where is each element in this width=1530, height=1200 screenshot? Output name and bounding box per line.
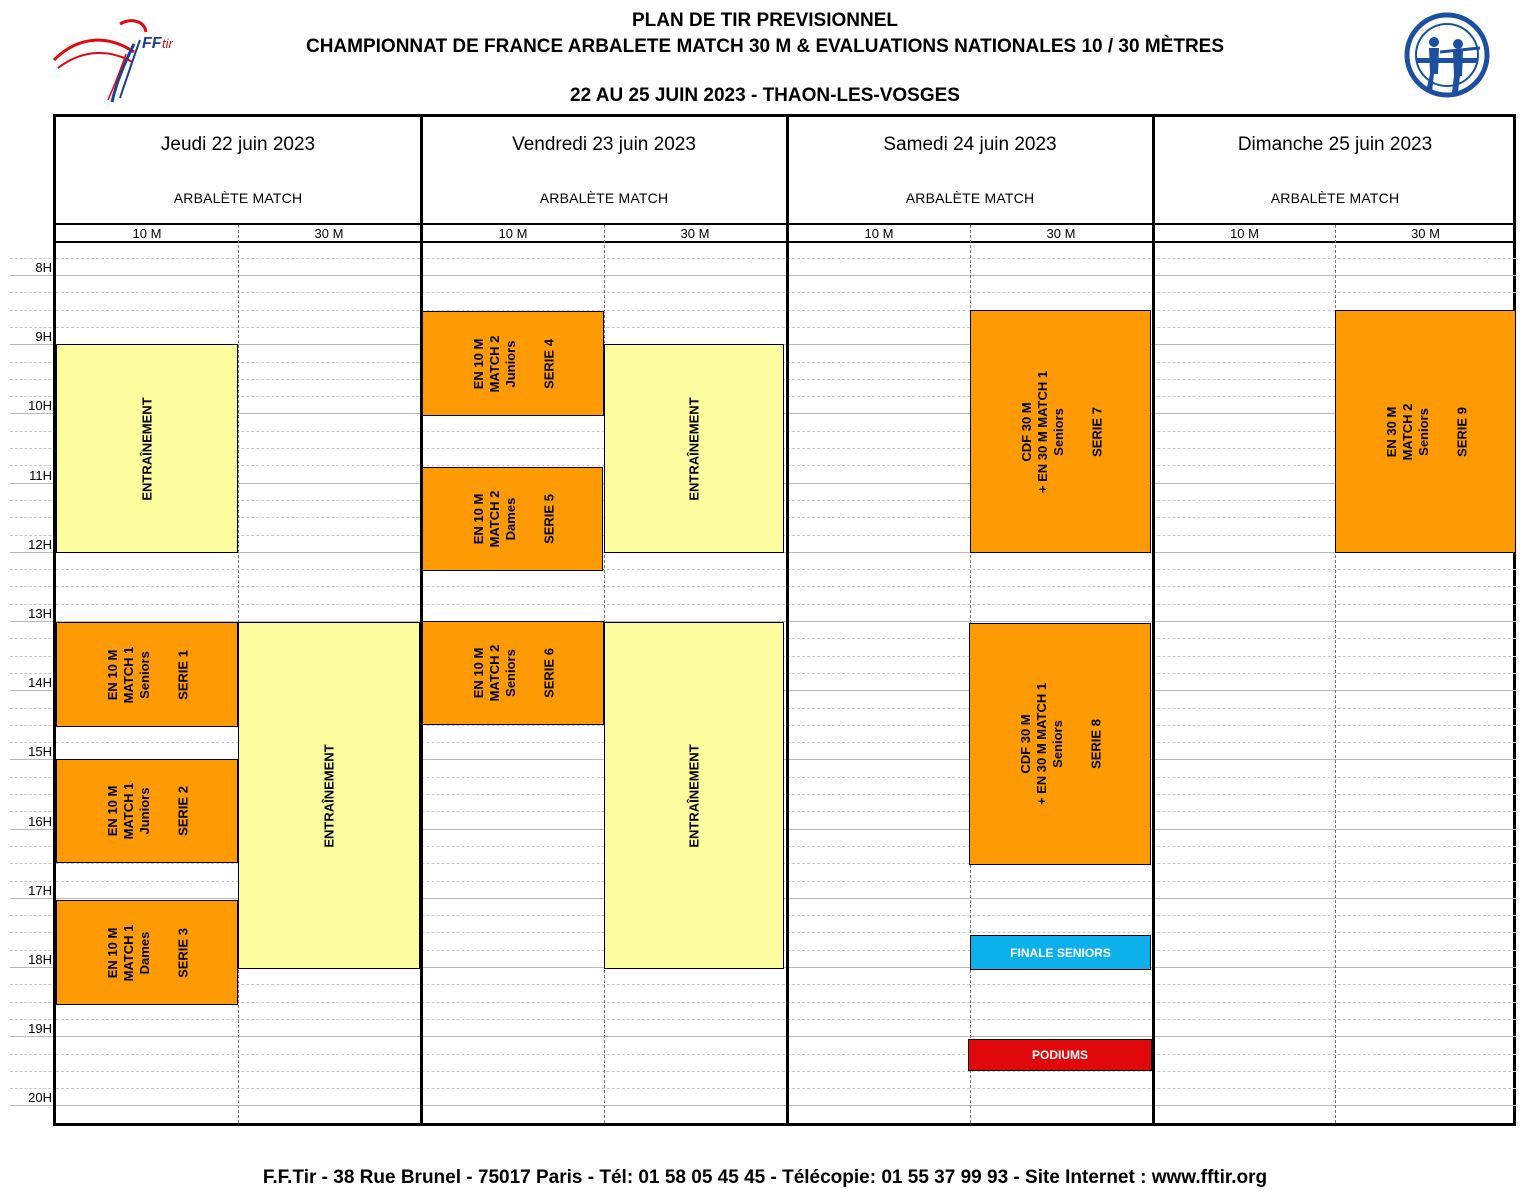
hour-tick: [10, 413, 56, 414]
hour-tick: [10, 327, 56, 328]
event-label: ENTRAÎNEMENT: [686, 743, 702, 848]
event-finale-seniors: [970, 935, 1151, 970]
day-separator: [420, 117, 423, 1123]
hour-tick: [10, 881, 56, 882]
hour-label: 9H: [35, 329, 52, 345]
hour-label: 10H: [28, 398, 52, 414]
event-line: Seniors: [137, 650, 152, 699]
event-serie: SERIE 7: [1089, 406, 1105, 457]
hour-tick: [10, 621, 56, 622]
hour-tick: [10, 777, 56, 778]
event-line: MATCH 1: [121, 646, 136, 703]
hour-label: 18H: [28, 952, 52, 967]
day-discipline: ARBALÈTE MATCH: [173, 190, 303, 206]
day-header: [788, 117, 1152, 225]
hour-tick: [10, 915, 56, 916]
event-serie-5: [422, 467, 603, 571]
event-label: PODIUMS: [1031, 1048, 1088, 1062]
day-discipline: ARBALÈTE MATCH: [1270, 190, 1400, 206]
hour-tick: [10, 708, 56, 709]
hour-tick: [10, 863, 56, 864]
event-serie-2: [56, 759, 238, 863]
day-name: Jeudi 22 juin 2023: [160, 134, 316, 155]
fftir-logo: [50, 14, 200, 106]
event-line: Juniors: [137, 787, 152, 835]
event-line: Dames: [503, 497, 518, 541]
event-line: Seniors: [1050, 720, 1065, 768]
event-details: [105, 924, 153, 981]
hour-tick: [10, 656, 56, 657]
hour-tick: [10, 811, 56, 812]
range-30m-header: 30 M: [1335, 225, 1516, 243]
hour-label: 15H: [28, 744, 52, 760]
event-details: [471, 335, 519, 392]
range-10m-header: 10 M: [1154, 225, 1335, 243]
day-discipline: ARBALÈTE MATCH: [905, 190, 1035, 206]
hour-tick: [10, 794, 56, 795]
event-details: [1018, 683, 1066, 805]
hour-label: 8H: [35, 260, 52, 275]
day-separator: [1152, 117, 1155, 1123]
event-serie-8: [969, 623, 1151, 865]
svg-text:FF: FF: [142, 35, 162, 52]
event-serie-6: [422, 621, 604, 725]
hour-tick: [10, 344, 56, 345]
event-serie: SERIE 6: [541, 648, 557, 698]
hour-tick: [10, 500, 56, 501]
hour-tick: [10, 1054, 56, 1055]
day-header: [56, 117, 420, 225]
hour-tick: [10, 604, 56, 605]
hour-label: 20H: [28, 1090, 52, 1106]
hour-tick: [10, 638, 56, 639]
event-podiums: [968, 1039, 1152, 1071]
event-line: Seniors: [1416, 407, 1431, 456]
hour-tick: [10, 431, 56, 432]
event-serie: SERIE 5: [541, 494, 557, 544]
hour-tick: [10, 1036, 56, 1037]
event-label: ENTRAÎNEMENT: [686, 396, 702, 501]
hour-tick: [10, 517, 56, 518]
event-line: + EN 30 M MATCH 1: [1034, 682, 1049, 806]
hour-tick: [10, 846, 56, 847]
hour-tick: [10, 552, 56, 553]
hour-tick: [10, 483, 56, 484]
svg-text:tir: tir: [162, 36, 173, 51]
event-label: FINALE SENIORS: [1010, 945, 1111, 960]
hour-tick: [10, 535, 56, 536]
event-thursday-30m-training: [238, 622, 420, 969]
event-details: [105, 783, 153, 840]
event-line: EN 10 M: [471, 647, 486, 699]
hour-label: 12H: [28, 536, 52, 552]
day-name: Dimanche 25 juin 2023: [1237, 134, 1433, 155]
event-details: [1384, 403, 1432, 460]
event-line: EN 30 M: [1384, 406, 1399, 457]
hour-tick: [10, 275, 56, 276]
event-line: MATCH 2: [487, 335, 502, 392]
event-line: EN 10 M: [471, 338, 486, 389]
event-serie: SERIE 2: [175, 786, 191, 836]
hour-tick: [10, 1088, 56, 1089]
event-serie-9: [1335, 310, 1516, 553]
hour-tick: [10, 725, 56, 726]
hour-tick: [10, 1105, 56, 1106]
hour-tick: [10, 396, 56, 397]
hour-tick: [10, 984, 56, 985]
page-subtitle: CHAMPIONNAT DE FRANCE ARBALETE MATCH 30 M & EVALUATIONS NATIONALES 10 / 30 MÈTRES: [305, 36, 1225, 57]
range-30m-header: 30 M: [238, 225, 420, 243]
hour-tick: [10, 258, 56, 259]
event-thursday-10m-training: [56, 344, 238, 553]
event-line: MATCH 2: [487, 644, 502, 702]
event-dates-location: 22 AU 25 JUIN 2023 - THAON-LES-VOSGES: [570, 85, 960, 106]
crossbow-emblem-logo: [1402, 8, 1492, 100]
hour-tick: [10, 569, 56, 570]
event-serie-4: [422, 311, 604, 416]
hour-tick: [10, 448, 56, 449]
day-header: [422, 117, 786, 225]
hour-tick: [10, 690, 56, 691]
event-serie: SERIE 9: [1454, 406, 1470, 457]
hour-tick: [10, 898, 56, 899]
event-line: MATCH 1: [121, 782, 136, 840]
range-10m-header: 10 M: [422, 225, 604, 243]
event-line: Juniors: [503, 340, 518, 387]
day-separator: [786, 117, 789, 1123]
event-line: EN 10 M: [105, 785, 120, 837]
hour-label: 11H: [29, 467, 52, 483]
event-line: EN 10 M: [105, 649, 120, 700]
hour-tick: [10, 310, 56, 311]
event-friday-30m-training-afternoon: [604, 622, 784, 969]
hour-label: 16H: [28, 813, 52, 829]
range-30m-header: 30 M: [604, 225, 786, 243]
event-serie: SERIE 1: [175, 649, 191, 700]
event-line: CDF 30 M: [1018, 714, 1033, 774]
event-friday-30m-training-morning: [604, 344, 784, 553]
hour-label: 13H: [28, 606, 52, 621]
event-details: [105, 646, 153, 703]
hour-tick: [10, 292, 56, 293]
day-name: Samedi 24 juin 2023: [883, 134, 1057, 155]
event-serie: SERIE 8: [1088, 719, 1104, 769]
hour-tick: [10, 742, 56, 743]
event-serie-7: [970, 310, 1151, 553]
event-line: MATCH 1: [121, 924, 136, 981]
hour-tick: [10, 362, 56, 363]
event-line: MATCH 2: [487, 490, 502, 548]
schedule-grid: [53, 114, 1516, 1126]
hour-tick: [10, 967, 56, 968]
event-label: ENTRAÎNEMENT: [139, 396, 155, 501]
day-name: Vendredi 23 juin 2023: [512, 134, 696, 155]
range-10m-header: 10 M: [788, 225, 970, 243]
hour-tick: [10, 1002, 56, 1003]
day-discipline: ARBALÈTE MATCH: [539, 190, 669, 206]
hour-tick: [10, 586, 56, 587]
hour-tick: [10, 465, 56, 466]
hour-tick: [10, 1071, 56, 1072]
event-line: CDF 30 M: [1019, 401, 1034, 462]
event-serie: SERIE 4: [541, 338, 557, 389]
hour-label: 19H: [28, 1021, 52, 1037]
hour-label: 17H: [28, 882, 52, 898]
event-line: MATCH 2: [1400, 403, 1415, 460]
hour-tick: [10, 759, 56, 760]
day-header: [1154, 117, 1516, 225]
event-serie: SERIE 3: [175, 927, 191, 978]
hour-tick: [10, 950, 56, 951]
event-line: EN 10 M: [105, 927, 120, 978]
footer-contact: F.F.Tir - 38 Rue Brunel - 75017 Paris - Tél: 01 58 05 45 45 - Télécopie: 01 55 37 99 93 - Site Internet : www.fftir.org: [262, 1167, 1268, 1188]
hour-tick: [10, 829, 56, 830]
range-10m-header: 10 M: [56, 225, 238, 243]
range-30m-header: 30 M: [970, 225, 1152, 243]
page-title: PLAN DE TIR PREVISIONNEL: [631, 10, 899, 31]
event-serie-1: [56, 622, 238, 727]
hour-tick: [10, 1019, 56, 1020]
hour-tick: [10, 673, 56, 674]
event-line: Seniors: [503, 649, 518, 697]
event-line: EN 10 M: [471, 493, 486, 545]
hour-tick: [10, 379, 56, 380]
hour-tick: [10, 932, 56, 933]
event-serie-3: [56, 900, 238, 1005]
event-line: Seniors: [1051, 407, 1066, 456]
event-line: + EN 30 M MATCH 1: [1035, 370, 1050, 493]
hour-label: 14H: [28, 675, 52, 691]
event-line: Dames: [137, 931, 152, 974]
event-details: [471, 491, 519, 548]
event-label: ENTRAÎNEMENT: [321, 743, 337, 848]
event-details: [471, 645, 519, 702]
event-details: [1019, 370, 1067, 492]
